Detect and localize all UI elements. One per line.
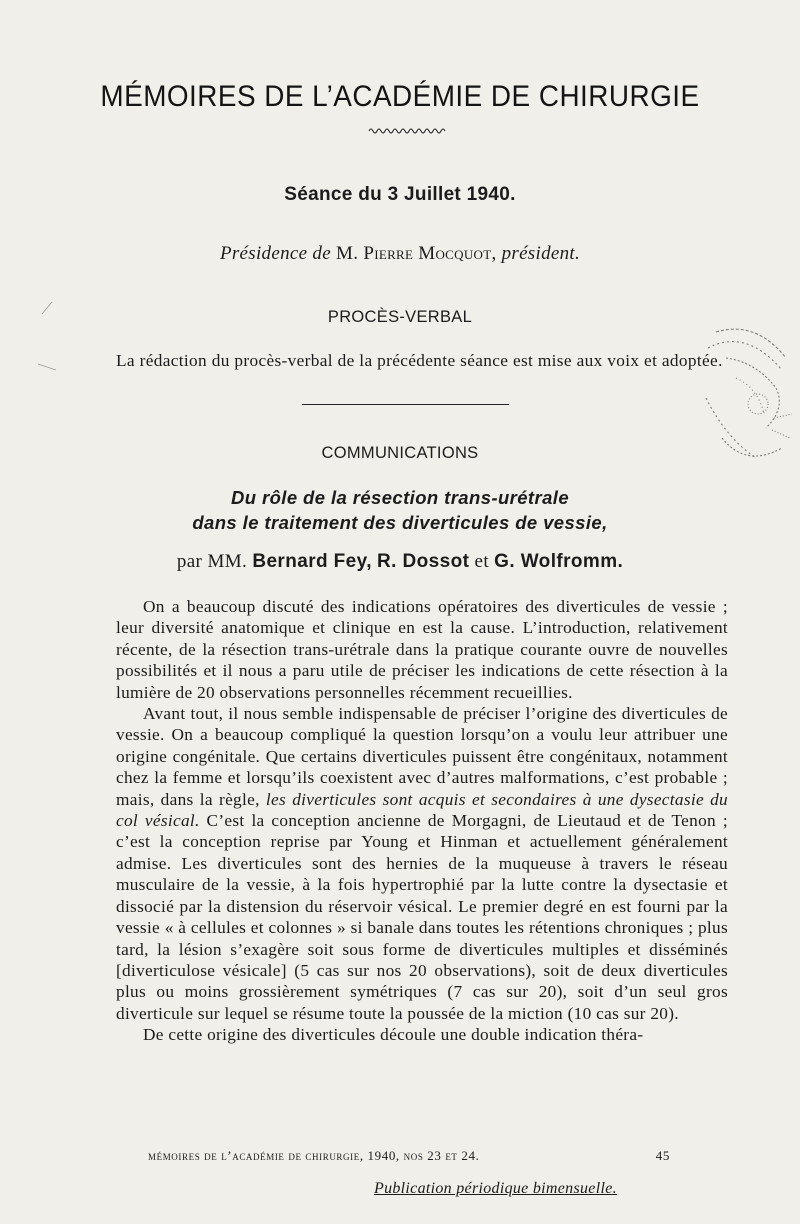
footer-journal-ref: mémoires de l’académie de chirurgie, 1940, nos 23 et 24.	[148, 1148, 480, 1163]
paragraph-2-italic: les diverticules sont acquis et secondaires à une dysectasie du col vésical.	[116, 789, 729, 831]
article-title-line-1: Du rôle de la résection trans-urétrale	[230, 487, 570, 508]
author-1: Bernard Fey,	[252, 551, 372, 572]
authors-prefix: par MM.	[176, 551, 248, 572]
presidence-suffix: président.	[501, 243, 581, 264]
library-stamp	[686, 318, 798, 478]
wavy-ornament	[368, 126, 446, 136]
proces-verbal-text: La rédaction du procès-verbal de la précédente séance est mise aux voix et adoptée.	[116, 351, 723, 370]
paragraph-2-part-b: C’est la conception ancienne de Morgagni, de Lieutaud et de Tenon ; c’est la conception reprise par Young et Hinman et actuellement généralement admise. Les diverticules sont des hernies de la muqueuse à travers le réseau musculaire de la vessie, à la fois hypertrophié par la lutte contre la dysectasie et dissocié par la distension du réservoir vésical. Le premier degré en est fourni par la vessie « à cellules et colonnes » si banale dans toutes les rétentions chroniques ; plus tard, la lésion s’exagère soit sous forme de diverticules multiples et disséminés [diverticulose vésicale] (5 cas sur nos 20 observations), soit de deux diverticules plus ou moins grossièrement symétriques (7 cas sur 20), soit d’un seul gros diverticule sur lequel se résume toute la poussée de la miction (10 cas sur 20).	[116, 811, 728, 1023]
authors-and: et	[474, 551, 489, 572]
paragraph-2	[116, 703, 728, 1024]
paragraph-2-part-a: Avant tout, il nous semble indispensable de préciser l’origine des diverticules de vessie. On a beaucoup compliqué la question lorsqu’on a voulu leur attribuer une origine congénitale. Que certains diverticules puissent être congénitaux, notamment chez la femme et lorsqu’ils coexistent avec d’autres malformations, c’est probable ; mais, dans la règle,	[116, 704, 728, 809]
article-body	[116, 596, 728, 1046]
article-title-line-2: dans le traitement des diverticules de vessie,	[192, 512, 608, 533]
session-date: Séance du 3 Juillet 1940.	[284, 184, 516, 205]
authors-line	[0, 551, 800, 573]
proces-verbal-heading: PROCÈS-VERBAL	[327, 308, 473, 326]
communications-heading: COMMUNICATIONS	[321, 444, 479, 462]
president-name: Pierre Mocquot,	[363, 243, 497, 264]
presidence-line	[0, 243, 800, 265]
presidence-prefix: Présidence de	[219, 243, 331, 264]
author-3: G. Wolfromm.	[494, 551, 624, 572]
page-footer	[148, 1148, 728, 1164]
author-2: R. Dossot	[377, 551, 470, 572]
journal-title: MÉMOIRES DE L’ACADÉMIE DE CHIRURGIE	[100, 80, 700, 113]
section-divider	[302, 404, 509, 405]
page-number: 45	[655, 1148, 670, 1163]
publication-note: Publication périodique bimensuelle.	[374, 1180, 617, 1197]
page-mark	[30, 300, 60, 380]
paragraph-3: De cette origine des diverticules découle une double indication théra-	[143, 1025, 644, 1045]
presidence-title: M.	[336, 243, 359, 264]
paragraph-1: On a beaucoup discuté des indications opératoires des diverticules de vessie ; leur diversité anatomique et clinique en est la cause. L’introduction, relativement récente, de la résection trans-urétrale dans la pratique courante ouvre de nouvelles possibilités et il nous a paru utile de préciser les indications de cette résection à la lumière de 20 observations personnelles récemment recueillies.	[116, 597, 728, 702]
